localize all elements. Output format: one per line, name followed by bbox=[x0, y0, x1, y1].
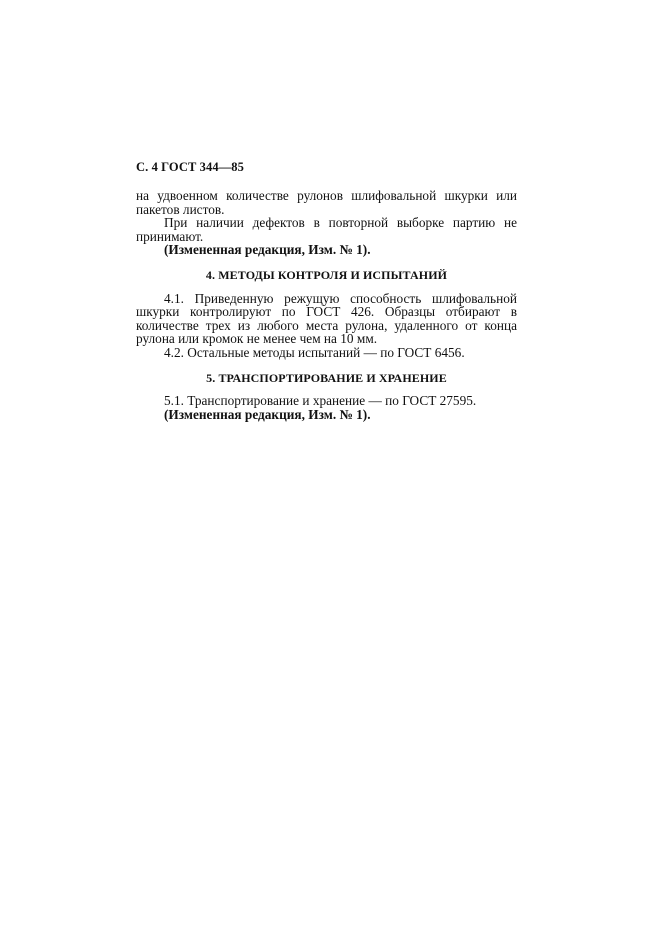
page-body bbox=[136, 189, 517, 421]
running-header: С. 4 ГОСТ 344—85 bbox=[136, 160, 245, 174]
section-heading-4: 4. МЕТОДЫ КОНТРОЛЯ И ИСПЫТАНИЙ bbox=[205, 267, 448, 282]
section-heading-5: 5. ТРАНСПОРТИРОВАНИЕ И ХРАНЕНИЕ bbox=[206, 370, 447, 385]
paragraph-5-1: 5.1. Транспортирование и хранение — по ГОСТ 27595. bbox=[164, 393, 477, 409]
paragraph-4-2: 4.2. Остальные методы испытаний — по ГОСТ 6456. bbox=[164, 344, 465, 360]
amendment-note: (Измененная редакция, Изм. № 1). bbox=[164, 406, 371, 422]
paragraph-4-1: 4.1. Приведенную режущую способность шлифовальной шкурки контролируют по ГОСТ 426. Образцы отбирают в количестве трех из любого места рулона, удаленного от конца рулона или кромок не менее чем на 10 мм. bbox=[136, 290, 517, 347]
amendment-note: (Измененная редакция, Изм. № 1). bbox=[164, 242, 371, 258]
paragraph-repeat-sample: При наличии дефектов в повторной выборке партию не принимают. bbox=[136, 215, 517, 244]
paragraph-continuation: на удвоенном количестве рулонов шлифовальной шкурки или пакетов листов. bbox=[136, 188, 517, 217]
